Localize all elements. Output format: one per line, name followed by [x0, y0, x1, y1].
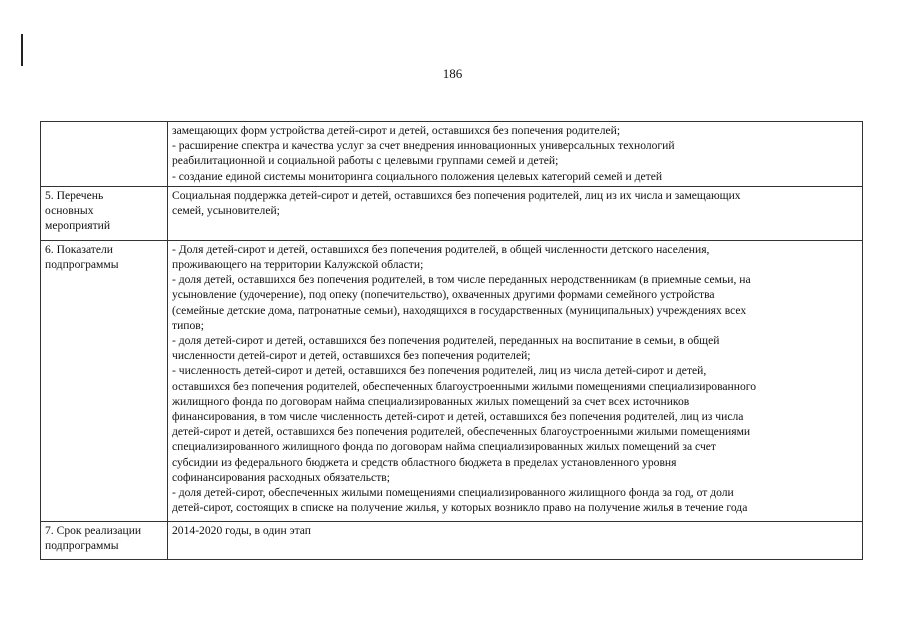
- row-label: [41, 240, 168, 521]
- text-line: софинансирования расходных обязательств;: [172, 470, 390, 484]
- label-line: основных: [45, 204, 94, 218]
- subprogram-passport-table: [40, 121, 863, 560]
- text-line: финансирования, в том числе численность детей-сирот и детей, оставшихся без попечения родителей, лиц из числа: [172, 410, 744, 424]
- row-content: [168, 521, 863, 559]
- text-line: (семейные детские дома, патронатные семьи), находящихся в государственных (муниципальных) учреждениях всех: [172, 303, 747, 317]
- text-line: - доля детей, оставшихся без попечения родителей, в том числе переданных неродственникам (в приемные семьи, на: [172, 273, 751, 287]
- label-line: 5. Перечень: [45, 188, 104, 202]
- label-line: 7. Срок реализации: [45, 523, 142, 537]
- text-line: реабилитационной и социальной работы с целевыми группами семей и детей;: [172, 154, 559, 168]
- row-label-empty: [41, 122, 168, 187]
- text-line: 2014-2020 годы, в один этап: [172, 523, 311, 537]
- text-line: усыновление (удочерение), под опеку (попечительство), охваченных другими формами семейного устройства: [172, 288, 715, 302]
- text-line: Социальная поддержка детей-сирот и детей, оставшихся без попечения родителей, лиц из их числа и замещающих: [172, 188, 741, 202]
- label-line: 6. Показатели: [45, 242, 113, 256]
- page-number: 186: [442, 66, 463, 81]
- table-row-indicators: [41, 240, 863, 521]
- text-line: семей, усыновителей;: [172, 204, 280, 218]
- text-line: численности детей-сирот и детей, оставшихся без попечения родителей;: [172, 349, 531, 363]
- text-line: типов;: [172, 318, 204, 332]
- row-label: [41, 186, 168, 240]
- row-content: [168, 240, 863, 521]
- text-line: специализированного жилищного фонда по договорам найма специализированных жилых помещений за счет: [172, 440, 716, 454]
- text-line: детей-сирот и детей, оставшихся без попечения родителей, обеспеченных благоустроенными жилыми помещениями: [172, 425, 751, 439]
- table-row-main-activities: [41, 186, 863, 240]
- table-row-continuation: [41, 122, 863, 187]
- text-line: оставшихся без попечения родителей, обеспеченных благоустроенными жилыми помещениями специализированного: [172, 379, 757, 393]
- text-line: субсидии из федерального бюджета и средств областного бюджета в пределах установленного уровня: [172, 455, 677, 469]
- label-line: подпрограммы: [45, 258, 119, 272]
- text-line: - численность детей-сирот и детей, оставшихся без попечения родителей, лиц из числа детей-сирот и детей,: [172, 364, 707, 378]
- text-line: - доля детей-сирот, обеспеченных жилыми помещениями специализированного жилищного фонда за год, от доли: [172, 486, 734, 500]
- row-label: [41, 521, 168, 559]
- text-line: жилищного фонда по договорам найма специализированных жилых помещений за счет всех источников: [172, 394, 690, 408]
- text-line: - расширение спектра и качества услуг за счет внедрения инновационных универсальных технологий: [172, 139, 675, 153]
- text-line: детей-сирот, состоящих в списке на получение жилья, у которых возникло право на получение жилья в течение года: [172, 501, 748, 515]
- text-line: проживающего на территории Калужской области;: [172, 258, 424, 272]
- table-row-implementation-period: [41, 521, 863, 559]
- text-line: - Доля детей-сирот и детей, оставшихся без попечения родителей, в общей численности детского населения,: [172, 242, 710, 256]
- text-line: - доля детей-сирот и детей, оставшихся без попечения родителей, переданных на воспитание в семьи, в общей: [172, 334, 720, 348]
- text-line: замещающих форм устройства детей-сирот и детей, оставшихся без попечения родителей;: [172, 124, 621, 137]
- text-line: - создание единой системы мониторинга социального положения целевых категорий семей и детей: [172, 169, 663, 183]
- row-content: [168, 186, 863, 240]
- label-line: мероприятий: [45, 219, 111, 233]
- label-line: подпрограммы: [45, 539, 119, 553]
- scan-margin-mark: [21, 34, 23, 66]
- row-content: [168, 122, 863, 187]
